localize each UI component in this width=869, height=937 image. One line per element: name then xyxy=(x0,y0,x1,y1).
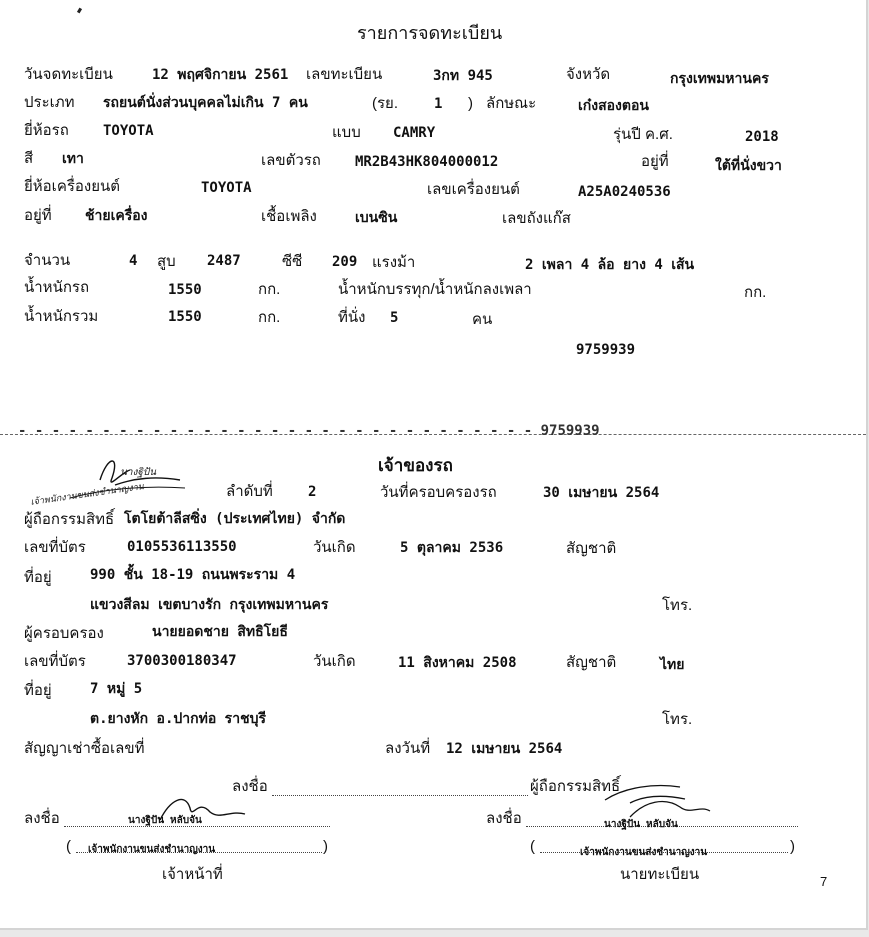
load-label: น้ำหนักบรรทุก/น้ำหนักลงเพลา xyxy=(338,281,532,298)
fuel-label: เชื้อเพลิง xyxy=(261,208,317,225)
possessor-nat-value: ไทย xyxy=(660,657,685,673)
doc-number: 9759939 xyxy=(576,342,636,358)
axle-value: 2 เพลา 4 ล้อ ยาง 4 เส้น xyxy=(525,257,695,273)
seats-label: ที่นั่ง xyxy=(338,309,366,326)
left-officer-name: นางฐิปัน หลับจัน xyxy=(128,815,202,826)
left-role-open: ( xyxy=(66,838,71,855)
possessor-nat-label: สัญชาติ xyxy=(566,654,617,671)
owner-addr-line1: 990 ชั้น 18-19 ถนนพระราม 4 xyxy=(90,567,296,583)
engine-pos-value: ช้ายเครื่อง xyxy=(85,208,148,224)
load-unit: กก. xyxy=(744,284,767,301)
province-value: กรุงเทพมหานคร xyxy=(670,71,769,87)
stamp-role: เจ้าพนักงานขนส่งชำนาญงาน xyxy=(29,482,145,508)
owner-id-label: เลขที่บัตร xyxy=(24,539,86,556)
possessor-id-value: 3700300180347 xyxy=(127,653,237,669)
seats-value: 5 xyxy=(390,310,399,326)
owner-sign-line xyxy=(272,795,528,796)
color-value: เทา xyxy=(62,151,84,167)
province-label: จังหวัด xyxy=(566,66,611,83)
owner-nat-label: สัญชาติ xyxy=(566,540,617,557)
weight-value: 1550 xyxy=(168,282,202,298)
right-officer-role: เจ้าพนักงานขนส่งชำนาญงาน xyxy=(580,847,708,858)
engine-pos-label: อยู่ที่ xyxy=(24,207,52,224)
right-officer-title: นายทะเบียน xyxy=(620,866,700,883)
owner-sign-label: ลงชื่อ xyxy=(232,778,268,795)
owner-dob-value: 5 ตุลาคม 2536 xyxy=(400,540,504,556)
ry-label: (รย. xyxy=(372,95,399,112)
type-value: รถยนต์นั่งส่วนบุคคลไม่เกิน 7 คน xyxy=(103,95,308,111)
gross-value: 1550 xyxy=(168,309,202,325)
owner-name: โตโยต้าลีสซิ่ง (ประเทศไทย) จำกัด xyxy=(124,511,346,527)
weight-unit: กก. xyxy=(258,281,281,298)
possessor-id-label: เลขที่บัตร xyxy=(24,653,86,670)
possessor-dob-value: 11 สิงหาคม 2508 xyxy=(398,655,517,671)
year-value: 2018 xyxy=(745,129,779,145)
reg-date-label: วันจดทะเบียน xyxy=(24,66,113,83)
left-sign-label: ลงชื่อ xyxy=(24,810,60,827)
ry-value: 1 xyxy=(434,96,443,112)
owner-sign-caption: ผู้ถือกรรมสิทธิ์ xyxy=(530,778,621,795)
brand-label: ยี่ห้อรถ xyxy=(24,122,69,139)
right-signature-image xyxy=(625,793,715,828)
page-number: 7 xyxy=(820,874,828,889)
style-value: เก๋งสองตอน xyxy=(578,98,649,114)
possess-date-value: 30 เมษายน 2564 xyxy=(543,485,660,501)
owner-addr-line2: แขวงสีลม เขตบางรัก กรุงเทพมหานคร xyxy=(90,597,329,613)
sign-date-value: 12 เมษายน 2564 xyxy=(446,741,563,757)
model-label: แบบ xyxy=(332,124,361,141)
owner-dob-label: วันเกิด xyxy=(313,539,356,556)
weight-label: น้ำหนักรถ xyxy=(24,279,90,296)
owner-heading: เจ้าของรถ xyxy=(378,456,453,475)
lease-label: สัญญาเช่าซื้อเลขที่ xyxy=(24,740,145,757)
stamp-name: นางฐิปัน xyxy=(120,467,157,478)
owner-id-value: 0105536113550 xyxy=(127,539,237,555)
left-signature-image xyxy=(150,790,250,830)
possessor-label: ผู้ครอบครอง xyxy=(24,625,104,642)
cc-value: 209 xyxy=(332,254,358,270)
order-value: 2 xyxy=(308,484,317,500)
cyl-label: สูบ xyxy=(157,253,176,270)
possessor-dob-label: วันเกิด xyxy=(313,653,356,670)
torn-text: - - - - - - - - - - - - - - - - - - - - - - - - - - - - - - - 9759939 xyxy=(18,423,600,439)
possessor-tel-label: โทร. xyxy=(662,711,693,728)
right-role-close: ) xyxy=(790,838,795,855)
brand-value: TOYOTA xyxy=(103,123,154,139)
sign-date-label: ลงวันที่ xyxy=(385,740,431,757)
engine-no-label: เลขเครื่องยนต์ xyxy=(427,181,520,198)
chassis-value: MR2B43HK804000012 xyxy=(355,154,499,170)
right-role-open: ( xyxy=(530,838,535,855)
cyl-value: 2487 xyxy=(207,253,241,269)
chassis-pos-value: ใต้ที่นั่งขวา xyxy=(715,158,782,174)
cc-label: ซีซี xyxy=(282,253,303,270)
right-sign-label: ลงชื่อ xyxy=(486,810,522,827)
chassis-label: เลขตัวรถ xyxy=(261,152,321,169)
engine-no-value: A25A0240536 xyxy=(578,184,671,200)
owner-tel-label: โทร. xyxy=(662,597,693,614)
torn-edge xyxy=(0,423,866,439)
reg-date-value: 12 พฤศจิกายน 2561 xyxy=(152,67,289,83)
left-role-close: ) xyxy=(323,838,328,855)
engine-brand-label: ยี่ห้อเครื่องยนต์ xyxy=(24,178,121,195)
style-label: ลักษณะ xyxy=(486,95,537,112)
ry-close: ) xyxy=(468,95,473,112)
right-officer-name: นางฐิปัน หลับจัน xyxy=(604,819,678,830)
type-label: ประเภท xyxy=(24,94,75,111)
plate-label: เลขทะเบียน xyxy=(306,66,383,83)
engine-brand-value: TOYOTA xyxy=(201,180,252,196)
possessor-addr-label: ที่อยู่ xyxy=(24,682,52,699)
possessor-name: นายยอดชาย สิทธิโยธี xyxy=(152,624,288,640)
gas-tank-label: เลขถังแก๊ส xyxy=(502,210,571,227)
possessor-addr-line2: ต.ยางหัก อ.ปากท่อ ราชบุรี xyxy=(90,711,266,727)
gross-label: น้ำหนักรวม xyxy=(24,308,99,325)
fuel-value: เบนซิน xyxy=(355,210,398,226)
hp-label: แรงม้า xyxy=(372,254,416,271)
count-label: จำนวน xyxy=(24,252,71,269)
left-officer-role: เจ้าพนักงานขนส่งชำนาญงาน xyxy=(88,844,216,855)
plate-value: 3กท 945 xyxy=(433,68,493,84)
order-label: ลำดับที่ xyxy=(226,483,273,500)
left-officer-title: เจ้าหน้าที่ xyxy=(162,866,223,883)
model-value: CAMRY xyxy=(393,125,436,141)
seats-unit: คน xyxy=(472,311,493,328)
chassis-pos-label: อยู่ที่ xyxy=(641,153,669,170)
count-value: 4 xyxy=(129,253,138,269)
owner-label: ผู้ถือกรรมสิทธิ์ xyxy=(24,511,115,528)
possess-date-label: วันที่ครอบครองรถ xyxy=(380,484,497,501)
page-title: รายการจดทะเบียน xyxy=(357,23,503,43)
owner-addr-label: ที่อยู่ xyxy=(24,569,52,586)
scan-mark xyxy=(77,8,82,14)
year-label: รุ่นปี ค.ศ. xyxy=(613,126,673,143)
color-label: สี xyxy=(24,150,34,167)
gross-unit: กก. xyxy=(258,309,281,326)
possessor-addr-line1: 7 หมู่ 5 xyxy=(90,681,143,697)
